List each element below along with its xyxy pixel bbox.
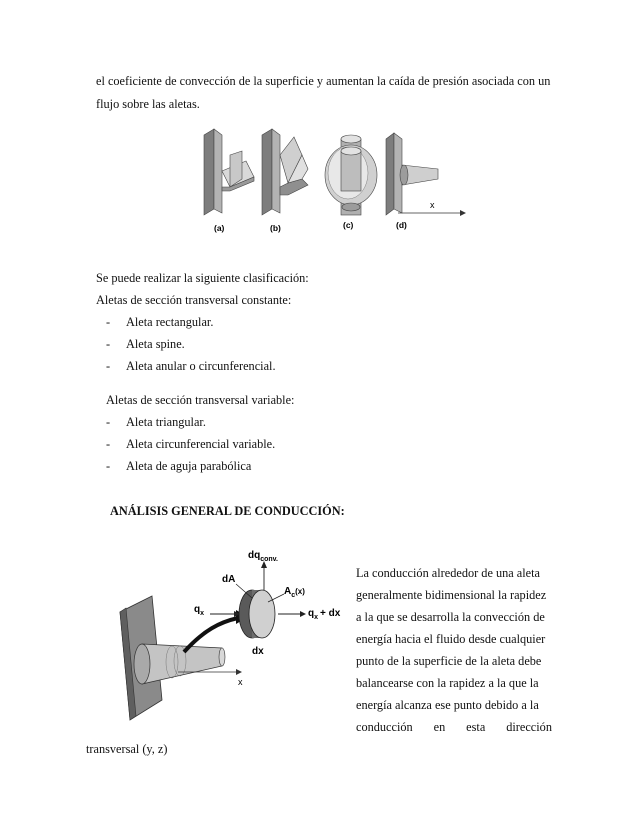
list-item: Aleta de aguja parabólica [126, 459, 252, 473]
list-item: Aleta rectangular. [126, 315, 214, 329]
paragraph-word: en [433, 720, 446, 734]
list-item: Aleta spine. [126, 337, 185, 351]
classification-intro: Se puede realizar la siguiente clasificación: [96, 271, 309, 285]
paragraph-last-line [356, 719, 552, 735]
intro-line-1: el coeficiente de convección de la superficie y aumentan la caída de presión asociada con un [96, 74, 551, 88]
dA-label: dA [222, 574, 236, 585]
list-dash: - [106, 315, 111, 329]
paragraph-line: generalmente bidimensional la rapidez [356, 588, 547, 602]
qx-label: $q_x$ [194, 604, 205, 617]
list-dash: - [106, 415, 111, 429]
paragraph-line: La conducción alrededor de una aleta [356, 566, 541, 580]
fin-a-label: (a) [214, 223, 225, 233]
qxdx-label: $q_x$ + dx [308, 608, 341, 621]
paragraph-line: a la que se desarrolla la convección de [356, 610, 545, 624]
paragraph-line: energía hacia el fluido desde cualquier [356, 632, 546, 646]
paragraph-word: esta [466, 720, 486, 734]
qxdx-arrowhead [300, 611, 306, 617]
axis-x-label: x [430, 200, 435, 210]
fin-c-drawing [325, 135, 377, 215]
dqconv-label: $dq_{conv.}$ [248, 550, 278, 563]
intro-line-2: flujo sobre las aletas. [96, 97, 200, 111]
list-item: Aleta circunferencial variable. [126, 437, 276, 451]
fin-b-drawing [262, 129, 308, 215]
fin-types-figure [198, 125, 468, 237]
axis-x-arrow [398, 210, 466, 216]
constant-section-title: Aletas de sección transversal constante: [96, 293, 292, 307]
paragraph-line: punto de la superficie de la aleta debe [356, 654, 542, 668]
axis-x-label: x [238, 677, 243, 687]
list-item: Aleta anular o circunferencial. [126, 359, 276, 373]
paragraph-continuation: transversal (y, z) [86, 742, 168, 756]
fin-c-label: (c) [343, 220, 354, 230]
paragraph-line: energía alcanza ese punto debido a la [356, 698, 539, 712]
list-item: Aleta triangular. [126, 415, 206, 429]
fin-a-drawing [204, 129, 254, 215]
differential-element [239, 590, 275, 638]
list-dash: - [106, 459, 111, 473]
list-dash: - [106, 437, 111, 451]
tapered-fin [134, 644, 225, 684]
section-heading: ANÁLISIS GENERAL DE CONDUCCIÓN: [110, 504, 345, 518]
list-dash: - [106, 337, 111, 351]
paragraph-word: dirección [506, 720, 552, 734]
variable-section-title: Aletas de sección transversal variable: [106, 393, 295, 407]
axis-x-arrowhead [236, 669, 242, 675]
fin-b-label: (b) [270, 223, 281, 233]
Ac-label: $A_c^{(x)}$ [284, 586, 305, 599]
conduction-figure [112, 548, 350, 724]
fin-d-label: (d) [396, 220, 407, 230]
paragraph-word: conducción [356, 720, 413, 734]
list-dash: - [106, 359, 111, 373]
paragraph-line: balancearse con la rapidez a la que la [356, 676, 539, 690]
dx-label: dx [252, 646, 264, 657]
